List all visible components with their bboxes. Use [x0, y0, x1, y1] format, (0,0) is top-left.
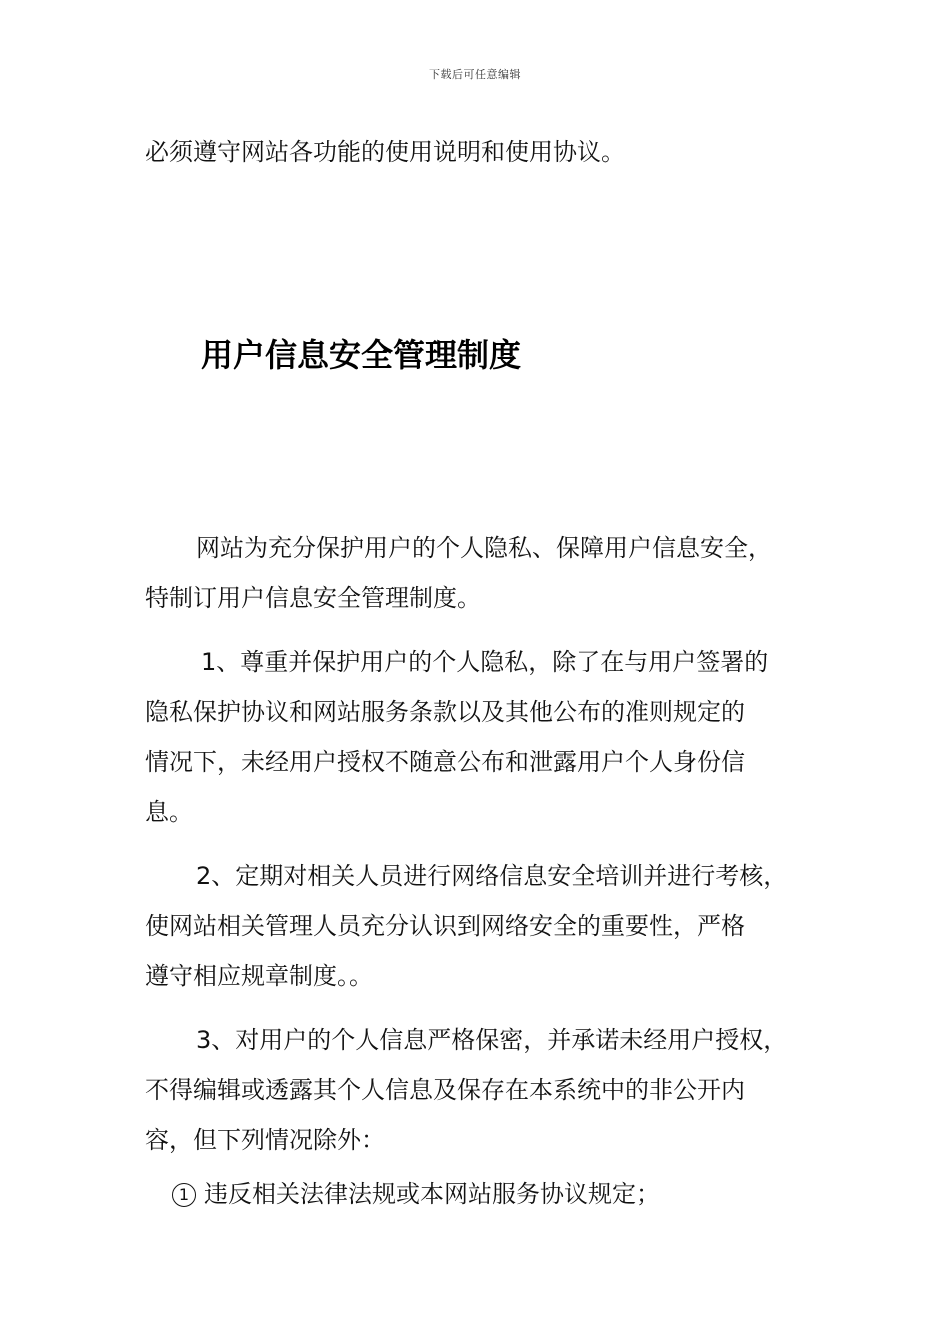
item1-line-3: 情况下，未经用户授权不随意公布和泄露用户个人身份信: [145, 748, 745, 776]
circled-number-marker: 1: [172, 1183, 196, 1207]
intro-line-1: 网站为充分保护用户的个人隐私、保障用户信息安全，: [196, 534, 772, 562]
section-title: 用户信息安全管理制度: [201, 336, 522, 374]
subitem-1-text: 违反相关法律法规或本网站服务协议规定；: [204, 1180, 660, 1208]
item1-line-4: 息。: [145, 798, 193, 826]
item3-line-3: 容，但下列情况除外：: [145, 1126, 385, 1154]
item1-line-1: 1、尊重并保护用户的个人隐私，除了在与用户签署的: [201, 648, 769, 676]
intro-line-2: 特制订用户信息安全管理制度。: [145, 584, 481, 612]
item2-line-3: 遵守相应规章制度。。: [145, 962, 373, 990]
page-header: 下载后可任意编辑: [429, 68, 521, 81]
item3-line-2: 不得编辑或透露其个人信息及保存在本系统中的非公开内: [145, 1076, 745, 1104]
continuation-line: 必须遵守网站各功能的使用说明和使用协议。: [145, 138, 625, 166]
item3-line-1: 3、对用户的个人信息严格保密，并承诺未经用户授权，: [196, 1026, 788, 1054]
item2-line-1: 2、定期对相关人员进行网络信息安全培训并进行考核，: [196, 862, 788, 890]
item2-line-2: 使网站相关管理人员充分认识到网络安全的重要性，严格: [145, 912, 745, 940]
subitem-1: [172, 1176, 660, 1212]
item1-line-2: 隐私保护协议和网站服务条款以及其他公布的准则规定的: [145, 698, 745, 726]
